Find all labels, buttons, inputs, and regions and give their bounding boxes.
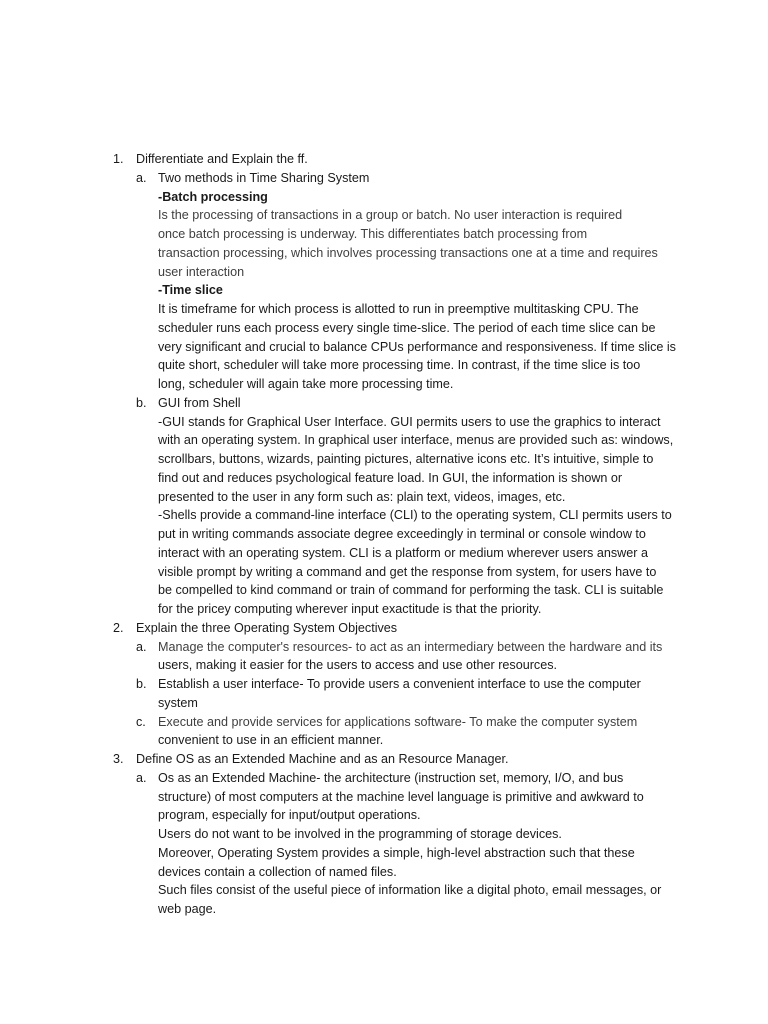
document-line: -Shells provide a command-line interface (CLI) to the operating system, CLI permits users to bbox=[158, 508, 672, 523]
document-line: It is timeframe for which process is allotted to run in preemptive multitasking CPU. The bbox=[158, 302, 639, 316]
document-line: put in writing commands associate degree exceedingly in terminal or console window to bbox=[158, 527, 646, 541]
document-line: Os as an Extended Machine- the architecture (instruction set, memory, I/O, and bus bbox=[158, 770, 624, 785]
document-line: once batch processing is underway. This differentiates batch processing from bbox=[158, 227, 588, 241]
document-line: transaction processing, which involves processing transactions one at a time and requires bbox=[158, 245, 658, 260]
list-marker: 2. bbox=[113, 620, 124, 635]
document-line: Moreover, Operating System provides a simple, high-level abstraction such that these bbox=[158, 845, 635, 860]
list-marker: a. bbox=[136, 770, 147, 785]
document-line: GUI from Shell bbox=[158, 395, 241, 410]
list-marker: b. bbox=[136, 395, 147, 410]
document-line: Users do not want to be involved in the programming of storage devices. bbox=[158, 827, 562, 841]
list-marker: 1. bbox=[113, 152, 124, 166]
list-marker: c. bbox=[136, 714, 146, 729]
document-line: scrollbars, buttons, wizards, painting pictures, alternative icons etc. It’s intuitive, simple to bbox=[158, 452, 654, 466]
document-line: Execute and provide services for applications software- To make the computer system bbox=[158, 714, 638, 729]
document-line: with an operating system. In graphical user interface, menus are provided such as: windows, bbox=[158, 433, 674, 448]
document-line: quite short, scheduler will take more processing time. In contrast, if the time slice is too bbox=[158, 358, 641, 373]
document-line: Is the processing of transactions in a group or batch. No user interaction is required bbox=[158, 208, 623, 223]
list-marker: b. bbox=[136, 677, 147, 691]
document-line: Establish a user interface- To provide users a convenient interface to use the computer bbox=[158, 677, 641, 691]
document-line: long, scheduler will again take more processing time. bbox=[158, 377, 454, 391]
document-line: users, making it easier for the users to access and use other resources. bbox=[158, 658, 557, 673]
document-line: presented to the user in any form such as: plain text, videos, images, etc. bbox=[158, 489, 566, 504]
list-marker: a. bbox=[136, 639, 147, 654]
document-line: convenient to use in an efficient manner. bbox=[158, 733, 384, 748]
document-line: Manage the computer's resources- to act as an intermediary between the hardware and its bbox=[158, 639, 663, 654]
document-line: find out and reduces psychological feature load. In GUI, the information is shown or bbox=[158, 470, 623, 485]
document-line: very significant and crucial to balance CPUs performance and responsiveness. If time slice is bbox=[158, 339, 676, 354]
document-line: -Time slice bbox=[158, 283, 223, 298]
document-line: user interaction bbox=[158, 264, 245, 279]
document-line: Differentiate and Explain the ff. bbox=[136, 152, 308, 166]
list-marker: 3. bbox=[113, 752, 124, 766]
document-line: Explain the three Operating System Objectives bbox=[136, 620, 398, 635]
document-line: devices contain a collection of named files. bbox=[158, 864, 397, 879]
document-line: -GUI stands for Graphical User Interface. GUI permits users to use the graphics to interact bbox=[158, 414, 661, 429]
list-marker: a. bbox=[136, 170, 147, 185]
document-line: visible prompt by writing a command and get the response from system, for users have to bbox=[158, 564, 657, 579]
document-line: Two methods in Time Sharing System bbox=[158, 170, 370, 185]
document-line: web page. bbox=[158, 902, 217, 916]
document-line: scheduler runs each process every single time-slice. The period of each time slice can be bbox=[158, 320, 656, 335]
document-line: -Batch processing bbox=[158, 189, 268, 204]
document-line: interact with an operating system. CLI is a platform or medium wherever users answer a bbox=[158, 545, 648, 560]
document-line: be compelled to kind command or train of command for performing the task. CLI is suitable bbox=[158, 583, 664, 598]
document-line: Such files consist of the useful piece of information like a digital photo, email messages, or bbox=[158, 883, 662, 898]
document-line: Define OS as an Extended Machine and as an Resource Manager. bbox=[136, 752, 509, 766]
document-line: structure) of most computers at the machine level language is primitive and awkward to bbox=[158, 789, 644, 804]
document-line: for the pricey computing wherever input exactitude is that the priority. bbox=[158, 602, 542, 616]
document-line: system bbox=[158, 695, 198, 710]
document-line: program, especially for input/output operations. bbox=[158, 808, 421, 823]
